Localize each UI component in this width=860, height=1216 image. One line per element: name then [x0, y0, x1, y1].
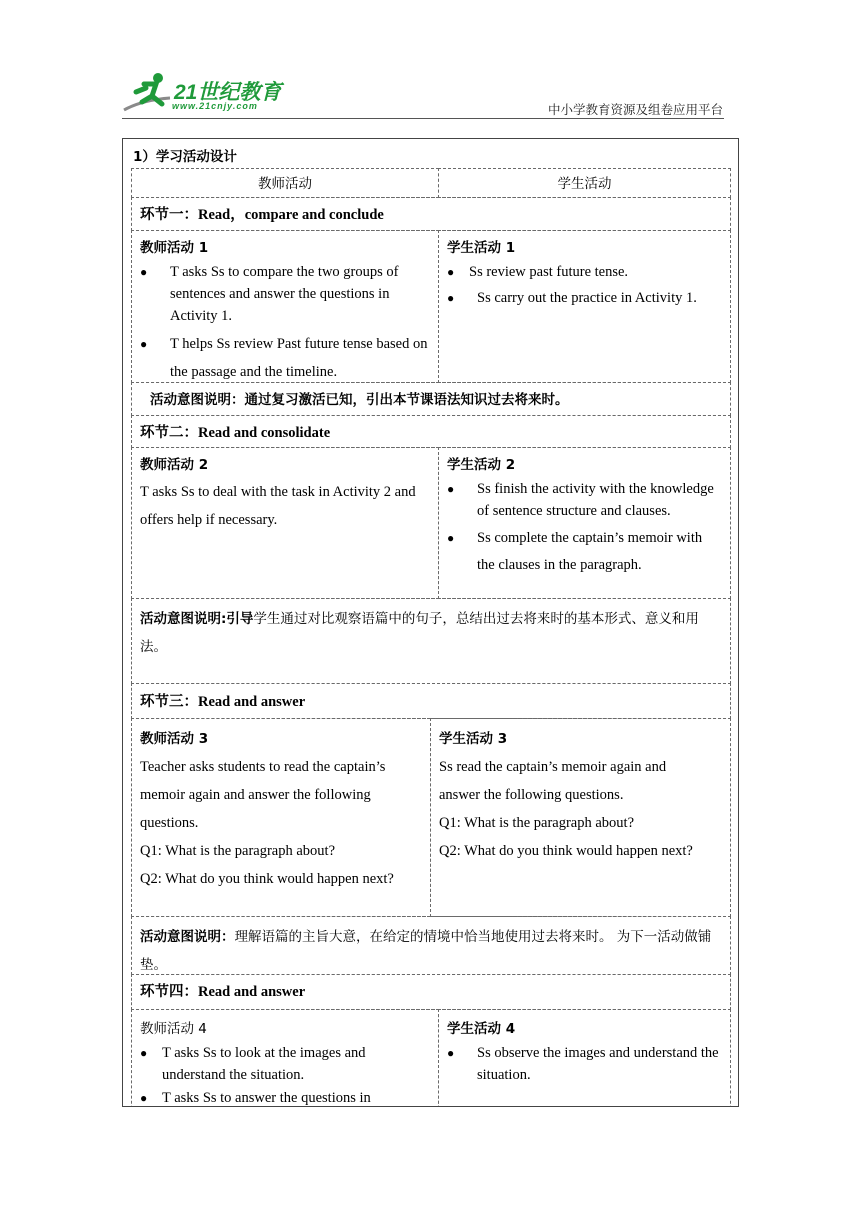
- stage-2-student-heading: 学生活动 2: [447, 457, 516, 473]
- list-item: ● Ss carry out the practice in Activity 1.: [447, 287, 722, 309]
- teacher-column-header: 教师活动: [131, 168, 439, 198]
- stage-3-teacher-cell: [131, 718, 431, 917]
- runner-logo-icon: [122, 70, 174, 116]
- intent-bold: 引导: [226, 611, 254, 627]
- stage-4-teacher-cell: [131, 1009, 439, 1107]
- logo-url: www.21cnjy.com: [172, 101, 258, 111]
- stage-3-title: 环节三：Read and answer: [131, 683, 731, 719]
- stage-4-title: 环节四：Read and answer: [131, 974, 731, 1010]
- stage-4-student-heading: 学生活动 4: [447, 1021, 516, 1037]
- student-column-header: 学生活动: [438, 168, 731, 198]
- text-line: Q1: What is the paragraph about?: [439, 815, 635, 831]
- intent-label: 活动意图说明:: [140, 611, 227, 627]
- stage-1-student-cell: [438, 230, 731, 383]
- intent-label: 活动意图说明：: [140, 929, 235, 945]
- stage-1-teacher-heading: 教师活动 1: [140, 240, 209, 256]
- text-line: Teacher asks students to read the captain’s: [140, 759, 386, 775]
- logo-text: 21世纪教育: [174, 81, 282, 104]
- text-line: answer the following questions.: [439, 787, 624, 803]
- platform-name: 中小学教育资源及组卷应用平台: [547, 102, 723, 117]
- text-line: Q2: What do you think would happen next?: [439, 843, 693, 859]
- list-item: ● Ss review past future tense.: [447, 261, 722, 283]
- stage-3-teacher-heading: 教师活动 3: [140, 731, 209, 747]
- stage-2-intent: [131, 598, 731, 684]
- stage-4-teacher-heading: 教师活动 4: [140, 1021, 207, 1037]
- list-item: ● Ss observe the images and understand the situation.: [447, 1042, 722, 1086]
- text-line: Ss read the captain’s memoir again and: [439, 759, 667, 775]
- stage-1-student-heading: 学生活动 1: [447, 240, 516, 256]
- stage-2-title: 环节二：Read and consolidate: [131, 415, 731, 448]
- text-line: Q1: What is the paragraph about?: [140, 843, 336, 859]
- stage-2-student-cell: [438, 447, 731, 599]
- text-line: memoir again and answer the following: [140, 787, 371, 803]
- list-item: ● T asks Ss to look at the images and understand the situation.: [140, 1042, 430, 1086]
- stage-2-teacher-heading: 教师活动 2: [140, 457, 209, 473]
- activity-design-frame: [122, 138, 739, 1107]
- header-divider: [122, 118, 724, 119]
- site-logo: [122, 70, 292, 116]
- stage-1-title: 环节一：Read，compare and conclude: [131, 197, 731, 231]
- list-item: ● T asks Ss to answer the questions in: [140, 1087, 430, 1107]
- list-item: ● T helps Ss review Past future tense based on the passage and the timeline.: [140, 330, 430, 386]
- list-item: ● Ss complete the captain’s memoir with the clauses in the paragraph.: [447, 525, 722, 579]
- text-line: Q2: What do you think would happen next?: [140, 871, 394, 887]
- stage-2-teacher-text: T asks Ss to deal with the task in Activity 2 and offers help if necessary.: [140, 484, 416, 528]
- stage-4-student-cell: [438, 1009, 731, 1107]
- intent-text: 理解语篇的主旨大意，在给定的情境中恰当地使用过去将来时。 为下一活动做铺垫。: [140, 929, 712, 973]
- text-line: questions.: [140, 815, 199, 831]
- stage-2-teacher-cell: [131, 447, 439, 599]
- list-item: ● T asks Ss to compare the two groups of sentences and answer the questions in Activity 1.: [140, 261, 430, 327]
- stage-3-student-heading: 学生活动 3: [439, 731, 508, 747]
- stage-3-student-cell: [430, 718, 731, 917]
- stage-3-intent: [131, 916, 731, 975]
- list-item: ● Ss finish the activity with the knowledge of sentence structure and clauses.: [447, 478, 722, 522]
- intent-text: 学生通过对比观察语篇中的句子，总结出过去将来时的基本形式、意义和用法。: [140, 611, 699, 655]
- stage-1-intent: 活动意图说明：通过复习激活已知，引出本节课语法知识过去将来时。: [131, 382, 731, 416]
- section-title: 1）学习活动设计: [133, 149, 237, 165]
- stage-1-teacher-cell: [131, 230, 439, 383]
